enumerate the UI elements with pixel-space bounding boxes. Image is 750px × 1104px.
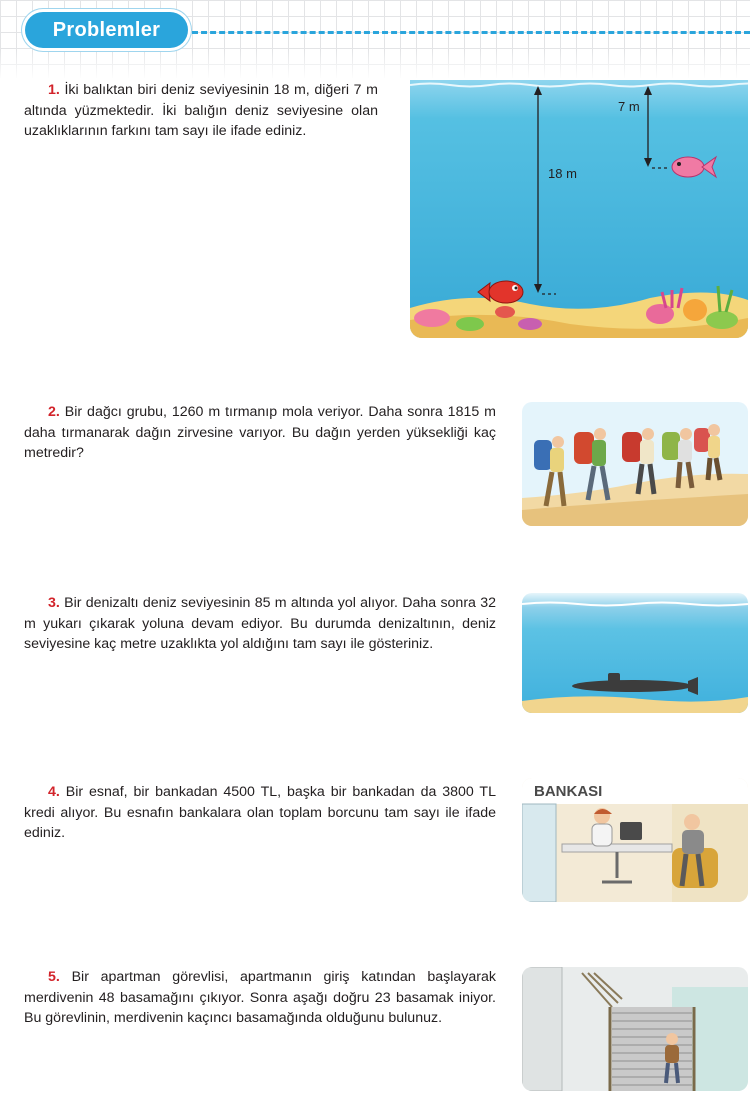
problem-4 — [24, 782, 496, 844]
problem-number: 2. — [48, 404, 60, 420]
climbers-illustration — [522, 402, 748, 526]
problem-1 — [24, 80, 378, 142]
bank-illustration — [522, 778, 748, 902]
problem-5 — [24, 967, 496, 1029]
problem-text: Bir denizaltı deniz seviyesinin 85 m altında yol alıyor. Daha sonra 32 m yukarı çıkarak yoluna devam ediyor. Bu durumda denizaltının, deniz seviyesine kaç metre uzaklıkta yol aldığını tam sayı ile gösteriniz. — [24, 595, 496, 652]
problem-text: Bir esnaf, bir bankadan 4500 TL, başka bir bankadan da 3800 TL kredi alıyor. Bu esnafın bankalara olan toplam borcunu tam sayı ile ifade ediniz. — [24, 784, 496, 841]
problem-text: Bir apartman görevlisi, apartmanın giriş katından başlayarak merdivenin 48 basamağını çıkıyor. Sonra aşağı doğru 23 basamak iniyor. Bu görevlinin, merdivenin kaçıncı basamağında olduğunu bulunuz. — [24, 969, 496, 1026]
bank-sign: BANKASI — [534, 783, 603, 800]
problem-3 — [24, 593, 496, 655]
depth-label-7m: 7 m — [618, 99, 640, 114]
depth-label-18m: 18 m — [548, 166, 577, 181]
problem-text: Bir dağcı grubu, 1260 m tırmanıp mola veriyor. Daha sonra 1815 m daha tırmanarak dağın zirvesine varıyor. Bu dağın yerden yüksekliği kaç metredir? — [24, 404, 496, 461]
problem-text: İki balıktan biri deniz seviyesinin 18 m, diğeri 7 m altında yüzmektedir. İki balığın deniz seviyesine olan uzaklıklarının farkını tam sayı ile ifade ediniz. — [24, 82, 378, 139]
stairs-illustration — [522, 967, 748, 1091]
fish-sea-illustration — [410, 80, 748, 338]
bank-employee — [592, 808, 612, 846]
section-title: Problemler — [52, 19, 161, 41]
submarine-illustration — [522, 593, 748, 713]
header-grid-fade — [0, 50, 750, 80]
problem-number: 3. — [48, 595, 60, 611]
title-dashed-rule — [192, 31, 750, 34]
problem-number: 4. — [48, 784, 60, 800]
problem-2 — [24, 402, 496, 464]
section-title-badge — [25, 12, 188, 48]
problem-number: 1. — [48, 82, 60, 98]
problem-number: 5. — [48, 969, 60, 985]
